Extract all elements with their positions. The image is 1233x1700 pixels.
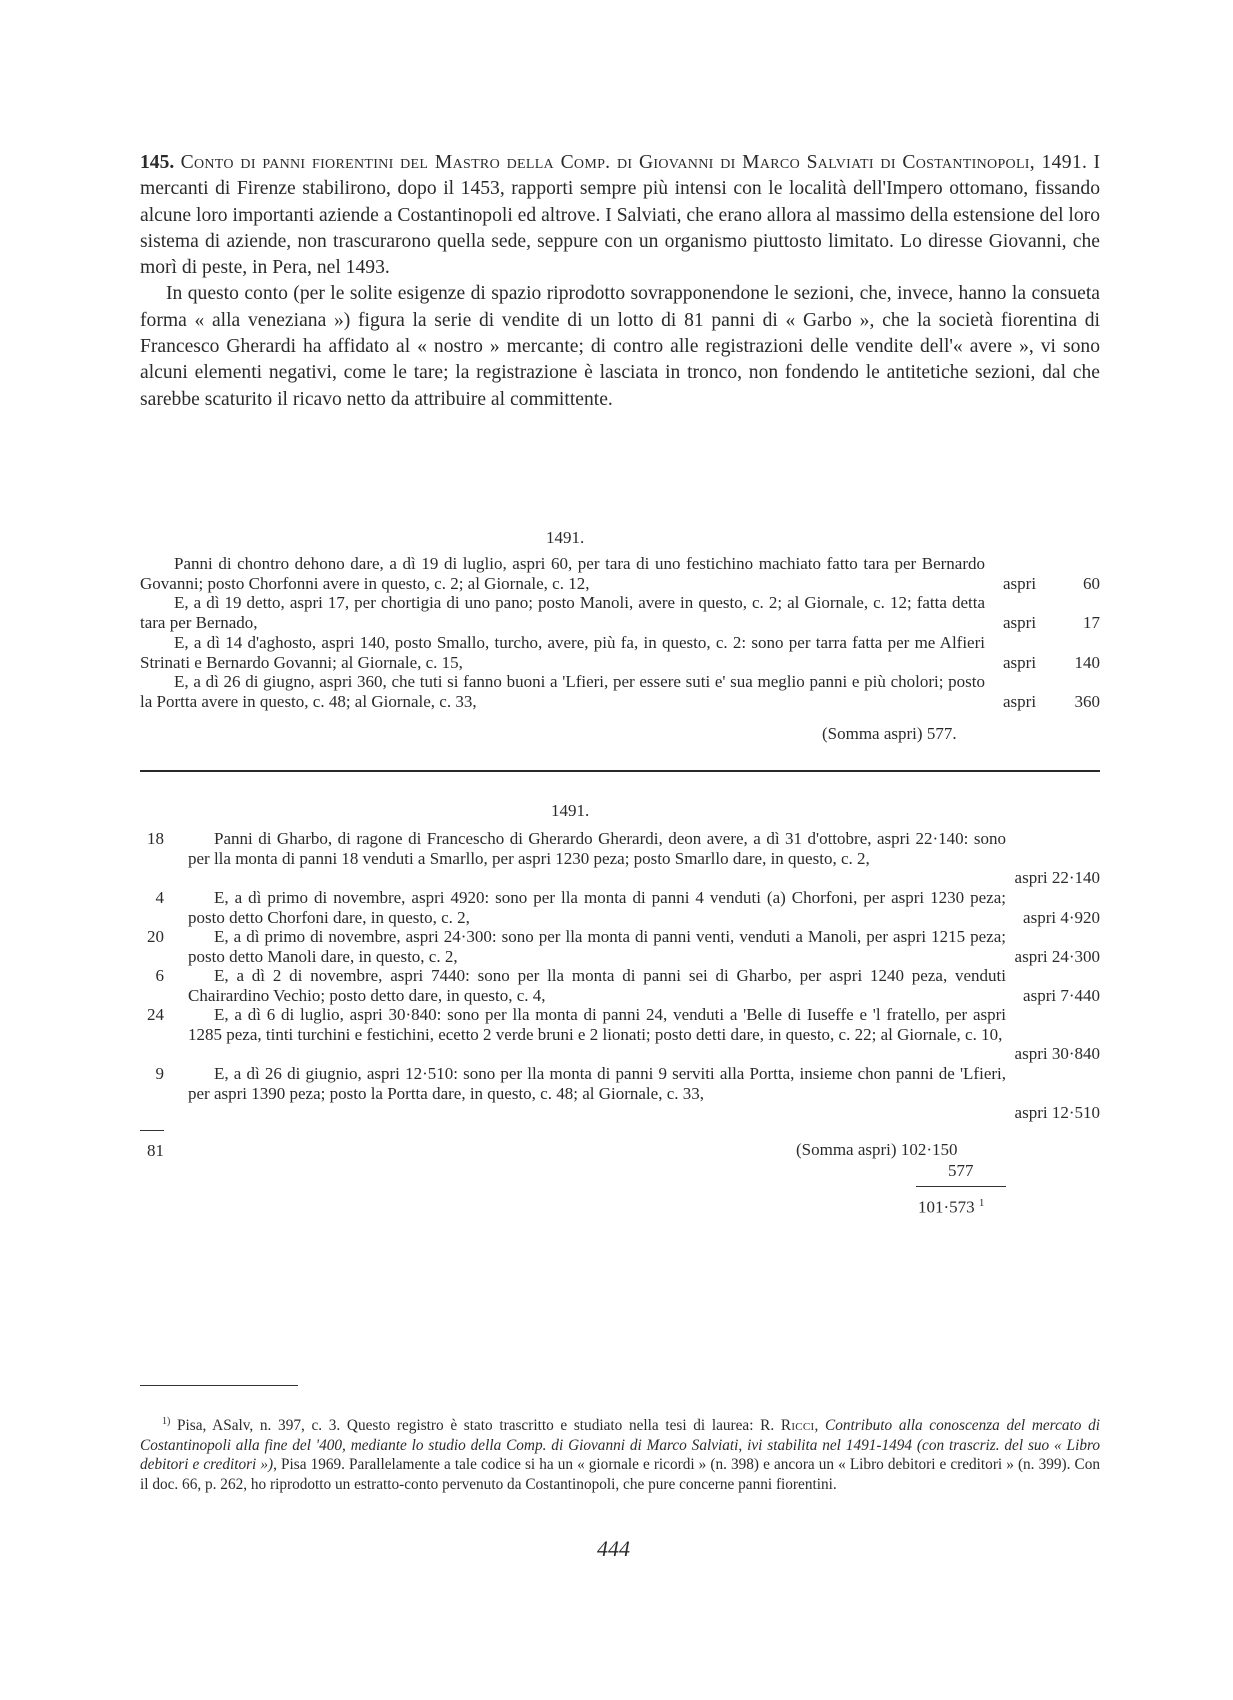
- entry-currency: aspri: [1003, 573, 1037, 593]
- sum-rule: [916, 1186, 1006, 1187]
- entry-currency: aspri: [1003, 652, 1037, 672]
- entry-amount: 60: [1083, 573, 1100, 593]
- dare-entry: [140, 593, 1100, 632]
- entry-text: E, a dì 26 di giugno, aspri 360, che tuti si fanno buoni a 'Lfieri, per essere suti e' sua meglio panni e più cholori; posto la Portta avere in questo, c. 48; al Giornale, c. 33,: [140, 672, 985, 711]
- entry-text: E, a dì 2 di novembre, aspri 7440: sono per lla monta di panni sei di Gharbo, per aspri 1240 peza, venduti Chairardino Vechio; posto detto dare, in questo, c. 4,: [188, 966, 1006, 1005]
- entry-currency: aspri: [1003, 691, 1037, 711]
- entry-amount: aspri 12·510: [1014, 1103, 1100, 1123]
- footnote-text-2: , Pisa 1969. Parallelamente a tale codice si ha un « giornale e ricordi » (n. 398) e ancora un « Libro debitori e creditori » (n. 399). Con il doc. 66, p. 262, ho riprodotto un estratto-conto pervenuto da Costantinopoli, che pure concerne panni fiorentini.: [140, 1456, 1100, 1493]
- intro-text-1: I mercanti di Firenze stabilirono, dopo il 1453, rapporti sempre più intensi con le località dell'Impero ottomano, fissando alcune loro importanti aziende a Costantinopoli ed altrove. I Salviati, che erano allora al massimo della estensione del loro sistema di aziende, non trascurarono quella sede, seppure con un organismo piuttosto limitato. Lo diresse Giovanni, che morì di peste, in Pera, nel 1493.: [140, 152, 1100, 279]
- entry-text: E, a dì primo di novembre, aspri 24·300: sono per lla monta di panni venti, venduti a Manoli, per aspri 1215 peza; posto detto Manoli dare, in questo, c. 2,: [188, 927, 1006, 966]
- avere-entry: [140, 927, 1100, 966]
- entry-amount: aspri 7·440: [1023, 985, 1100, 1005]
- entry-text: E, a dì 6 di luglio, aspri 30·840: sono per lla monta di panni 24, venduti a 'Belle di Iuseffe e 'l fratello, per aspri 1285 peza, tinti turchini e festichini, ecetto 2 verde bruni e 2 lionati; posto detti dare, in questo, c. 22; al Giornale, c. 10,: [188, 1005, 1006, 1044]
- entry-amount: 360: [1074, 691, 1100, 711]
- dare-entry: [140, 633, 1100, 672]
- entry-count: 4: [155, 888, 164, 907]
- entry-text: Panni di chontro dehono dare, a dì 19 di luglio, aspri 60, per tara di uno festichino machiato fatto tara per Bernardo Govanni; posto Chorfonni avere in questo, c. 2; al Giornale, c. 12,: [140, 554, 985, 593]
- dare-entry: [140, 672, 1100, 711]
- entry-amount: aspri 4·920: [1023, 907, 1100, 927]
- entry-amount: aspri 22·140: [1014, 868, 1100, 888]
- footnote-author: Ricci: [780, 1417, 815, 1435]
- footnote-title: Contributo alla conoscenza del mercato di Costantinopoli alla fine del '400, mediante lo studio della Comp. di Giovanni di Marco Salviati, ivi stabilita nel 1491-1494 (con trascriz. del suo « Libro debitori e creditori »): [140, 1417, 1100, 1474]
- count-rule: [140, 1130, 164, 1131]
- entry-count: 6: [155, 966, 164, 985]
- entry-amount: aspri 24·300: [1014, 946, 1100, 966]
- dare-entry: [140, 554, 1100, 593]
- intro-paragraph-1: [140, 150, 1100, 281]
- introduction: [140, 150, 1100, 413]
- entry-count: 9: [155, 1064, 164, 1083]
- footnote-reference: 1: [978, 1197, 985, 1209]
- avere-entry: [140, 1005, 1100, 1064]
- document-title: Conto di panni fiorentini del Mastro della Comp. di Giovanni di Marco Salviati di Costantinopoli, 1491.: [180, 152, 1088, 173]
- footnote-rule: [140, 1385, 298, 1386]
- avere-entry: [140, 829, 1100, 888]
- entry-text: E, a dì 26 di giugnio, aspri 12·510: sono per lla monta di panni 9 serviti alla Portta, insieme chon panni de 'Lfieri, per aspri 1390 peza; posto la Portta dare, in questo, c. 48; al Giornale, c. 33,: [188, 1064, 1006, 1103]
- entry-count: 20: [147, 927, 164, 946]
- entry-text: Panni di Gharbo, di ragone di Francescho di Gherardo Gherardi, deon avere, a dì 31 d'ottobre, aspri 22·140: sono per lla monta di panni 18 venduti a Smarllo, per aspri 1230 peza; posto Smarllo dare, in questo, c. 2,: [188, 829, 1006, 868]
- entry-text: E, a dì primo di novembre, aspri 4920: sono per lla monta di panni 4 venduti (a) Chorfoni, per aspri 1230 peza; posto detto Chorfoni dare, in questo, c. 2,: [188, 888, 1006, 927]
- tare-amount: 577: [948, 1161, 974, 1180]
- page-number: 444: [597, 1536, 630, 1561]
- net-amount: [918, 1197, 984, 1218]
- avere-entry: [140, 888, 1100, 927]
- count-total: 81: [147, 1141, 164, 1160]
- avere-total: (Somma aspri) 102·150: [796, 1140, 958, 1159]
- entry-text: E, a dì 14 d'aghosto, aspri 140, posto Smallo, turcho, avere, più fa, in questo, c. 2: sono per tarra fatta per me Alfieri Strinati e Bernardo Govanni; al Giornale, c. 15,: [140, 633, 985, 672]
- entry-count: 18: [147, 829, 164, 848]
- avere-entry: [140, 1064, 1100, 1123]
- dare-total: (Somma aspri) 577.: [822, 724, 957, 743]
- entry-amount: 140: [1074, 652, 1100, 672]
- document-number: 145.: [140, 152, 175, 173]
- entry-amount: 17: [1083, 612, 1100, 632]
- net-value: 101·573: [918, 1197, 975, 1217]
- section-divider: [140, 770, 1100, 772]
- footnote-text-1: Pisa, ASalv, n. 397, c. 3. Questo registro è stato trascritto e studiato nella tesi di laurea: R.: [177, 1417, 775, 1435]
- footnote-marker: 1): [162, 1416, 171, 1427]
- entry-text: E, a dì 19 detto, aspri 17, per chortigia di uno pano; posto Manoli, avere in questo, c. 2; al Giornale, c. 12; fatta detta tara per Bernado,: [140, 593, 985, 632]
- entry-count: 24: [147, 1005, 164, 1024]
- entry-amount: aspri 30·840: [1014, 1044, 1100, 1064]
- dare-year: 1491.: [546, 528, 585, 547]
- intro-paragraph-2: In questo conto (per le solite esigenze di spazio riprodotto sovrapponendone le sezioni, che, invece, hanno la consueta forma « alla veneziana ») figura la serie di vendite di un lotto di 81 panni di « Garbo », che la società fiorentina di Francesco Gherardi ha affidato al « nostro » mercante; di contro alle registrazioni delle vendite dell'« avere », vi sono alcuni elementi negativi, come le tare; la registrazione è lasciata in tronco, non fondendo le antitetiche sezioni, dal che sarebbe scaturito il ricavo netto da attribuire al committente.: [140, 283, 1100, 410]
- avere-year: 1491.: [551, 801, 590, 820]
- entry-currency: aspri: [1003, 612, 1037, 632]
- footnote: $^{1)}$ Pisa, ASalv, n. 397, c. 3. Questo registro è stato trascritto e studiato nella tesi di laurea: R. Ricci, Contributo alla conoscenza del mercato di Costantinopoli alla fine del '400, mediante lo studio della Comp. di Giovanni di Marco Salviati, ivi stabilita nel 1491-1494 (con trascriz. del suo « Libro debitori e creditori »), Pisa 1969. Parallelamente a tale codice si ha un « giornale e ricordi » (n. 398) e ancora un « Libro debitori e creditori » (n. 399). Con il doc. 66, p. 262, ho riprodotto un estratto-conto pervenuto da Costantinopoli, che pure concerne panni fiorentini.: [140, 1416, 1100, 1493]
- avere-entry: [140, 966, 1100, 1005]
